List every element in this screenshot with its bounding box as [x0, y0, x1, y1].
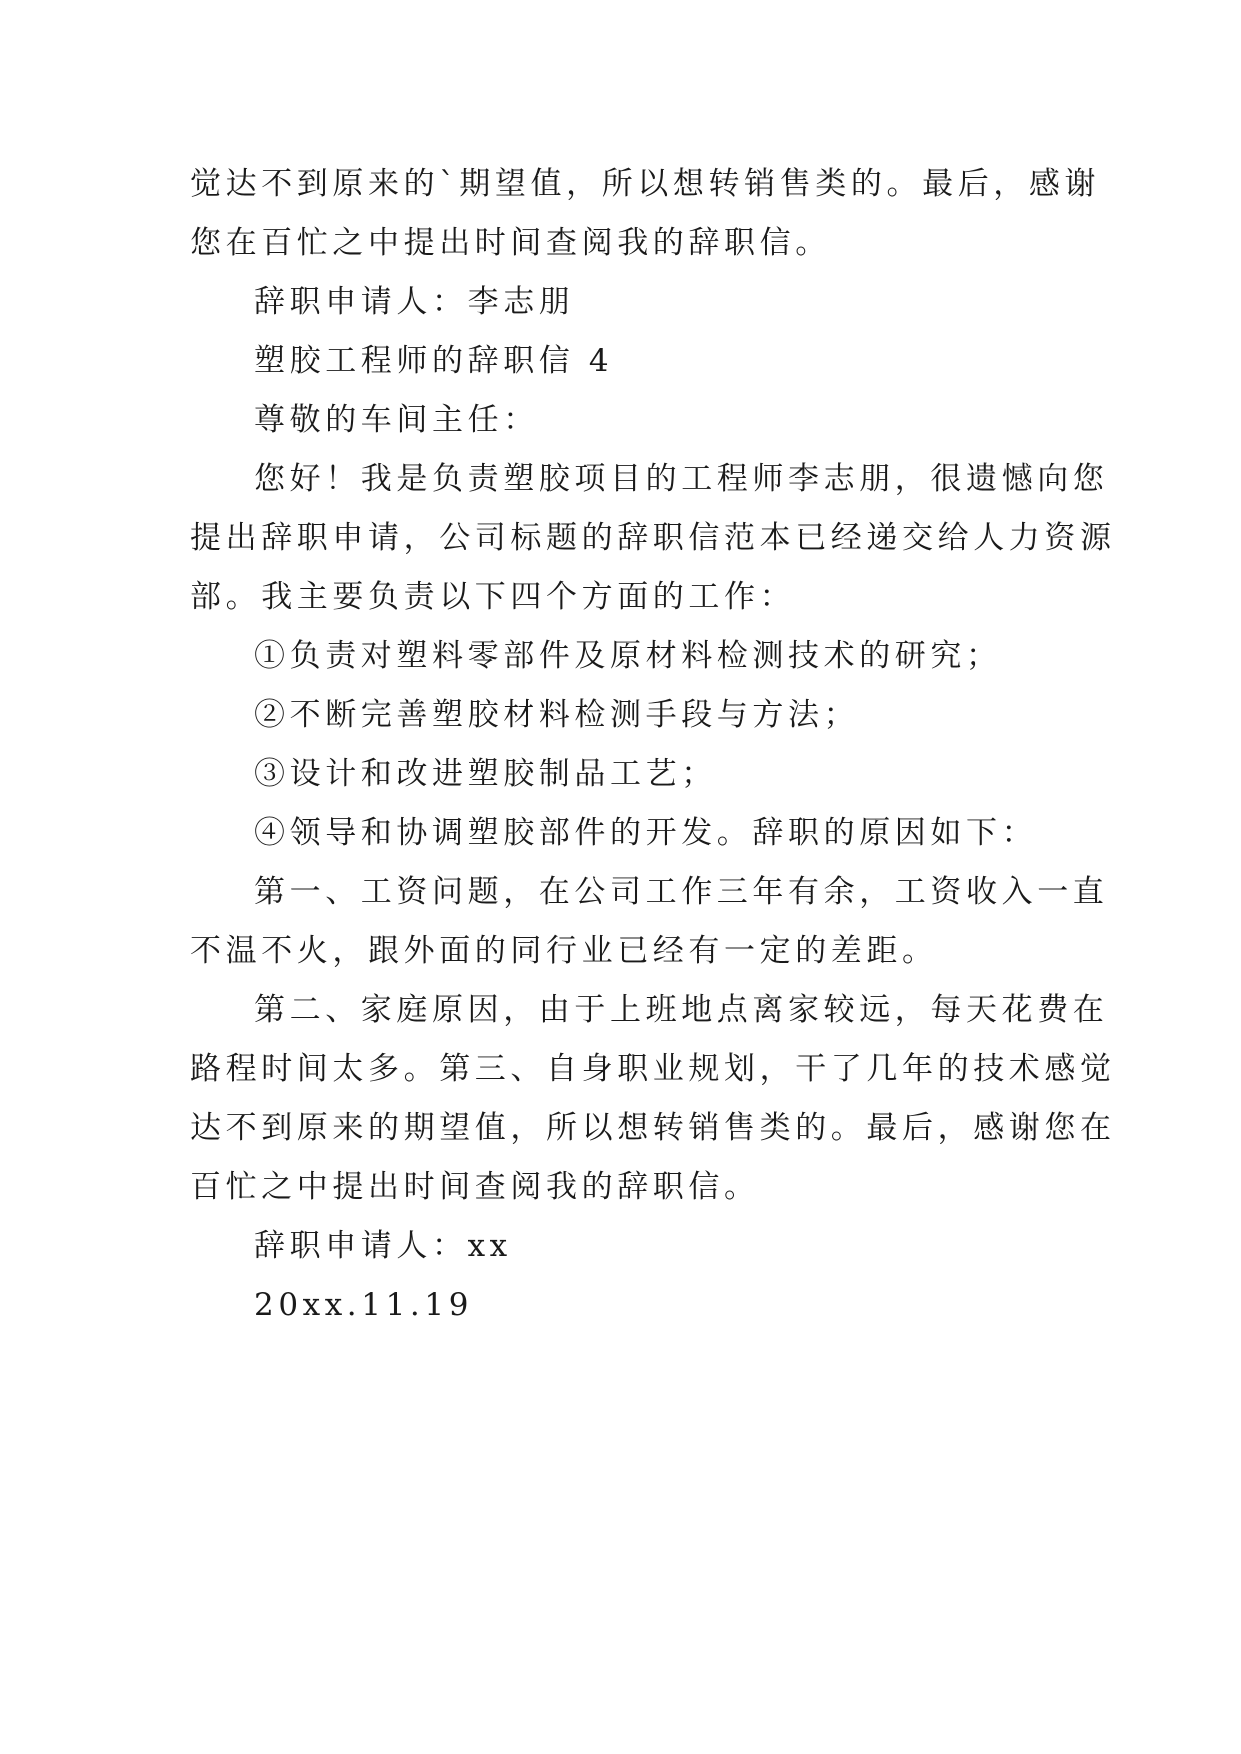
text-line: 路程时间太多。第三、自身职业规划，干了几年的技术感觉 — [190, 1051, 1116, 1087]
text-line: ②不断完善塑胶材料检测手段与方法； — [254, 697, 860, 733]
duty-item-2 — [190, 686, 1060, 745]
text-line: 辞职申请人：李志朋 — [254, 284, 575, 320]
paragraph-reason-1 — [190, 863, 1109, 981]
text-line: 您好！我是负责塑胶项目的工程师李志朋，很遗憾向您 — [254, 461, 1109, 497]
paragraph-intro — [190, 450, 1116, 627]
signature-line — [190, 1217, 1060, 1276]
signature-line — [190, 273, 1060, 332]
document-body — [190, 155, 1116, 1335]
duty-item-4 — [190, 804, 1060, 863]
text-line: ③设计和改进塑胶制品工艺； — [254, 756, 717, 792]
text-line: 20xx.11.19 — [254, 1287, 474, 1323]
paragraph-continuation — [190, 155, 1101, 273]
letter-title — [190, 332, 1060, 391]
text-line: 达不到原来的期望值，所以想转销售类的。最后，感谢您在 — [190, 1110, 1116, 1146]
text-line: 您在百忙之中提出时间查阅我的辞职信。 — [190, 225, 831, 261]
text-line: 第一、工资问题，在公司工作三年有余，工资收入一直 — [254, 874, 1109, 910]
text-line: 第二、家庭原因，由于上班地点离家较远，每天花费在 — [254, 992, 1109, 1028]
text-line: 觉达不到原来的`期望值，所以想转销售类的。最后，感谢 — [190, 166, 1101, 202]
text-line: 辞职申请人：xx — [254, 1228, 512, 1264]
text-line: 尊敬的车间主任： — [254, 402, 539, 438]
text-line: ①负责对塑料零部件及原材料检测技术的研究； — [254, 638, 1002, 674]
text-line: ④领导和协调塑胶部件的开发。辞职的原因如下： — [254, 815, 1038, 851]
duty-item-1 — [190, 627, 1060, 686]
text-line: 不温不火，跟外面的同行业已经有一定的差距。 — [190, 933, 938, 969]
text-line: 部。我主要负责以下四个方面的工作： — [190, 579, 796, 615]
text-line: 塑胶工程师的辞职信 4 — [254, 343, 614, 379]
text-line: 百忙之中提出时间查阅我的辞职信。 — [190, 1169, 760, 1205]
duty-item-3 — [190, 745, 1060, 804]
salutation — [190, 391, 1060, 450]
text-line: 提出辞职申请，公司标题的辞职信范本已经递交给人力资源 — [190, 520, 1116, 556]
date-line — [190, 1276, 1060, 1335]
paragraph-reason-2 — [190, 981, 1116, 1217]
